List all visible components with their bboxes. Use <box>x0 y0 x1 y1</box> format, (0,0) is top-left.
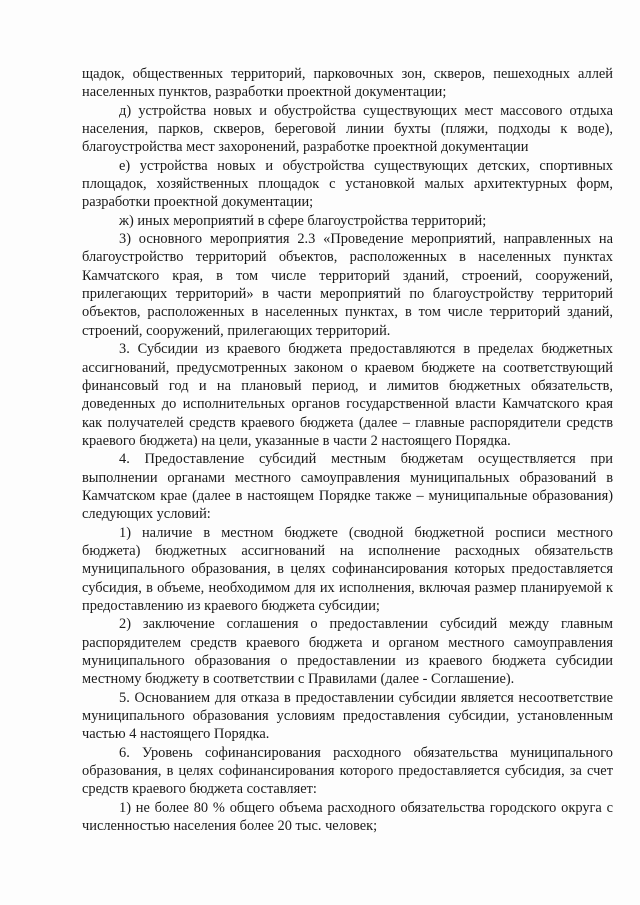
paragraph-item-d: д) устройства новых и обустройства существующих мест массового отдыха населения, парков, скверов, береговой линии бухты (пляжи, подходы к воде), благоустройства мест захоронений, разработке проектной документации <box>82 102 613 156</box>
paragraph-level-1: 1) не более 80 % общего объема расходного обязательства городского округа с численностью населения более 20 тыс. человек; <box>82 799 613 835</box>
paragraph-section-5: 5. Основанием для отказа в предоставлении субсидии является несоответствие муниципального образования условиям предоставления субсидии, установленным частью 4 настоящего Порядка. <box>82 689 613 743</box>
paragraph-section-6: 6. Уровень софинансирования расходного обязательства муниципального образования, в целях софинансирования которого предоставляется субсидия, за счет средств краевого бюджета составляет: <box>82 744 613 798</box>
paragraph-section-3: 3. Субсидии из краевого бюджета предоставляются в пределах бюджетных ассигнований, предусмотренных законом о краевом бюджете на соответствующий финансовый год и на плановый период, и лимитов бюджетных обязательств, доведенных до исполнительных органов государственной власти Камчатского края как получателей средств краевого бюджета (далее – главные распорядители средств краевого бюджета) на цели, указанные в части 2 настоящего Порядка. <box>82 341 613 449</box>
paragraph-condition-2: 2) заключение соглашения о предоставлении субсидий между главным распорядителем средств краевого бюджета и органом местного самоуправления муниципального образования о предоставлении из краевого бюджета субсидии местному бюджету в соответствии с Правилами (далее - Соглашение). <box>82 616 613 688</box>
paragraph-item-e: е) устройства новых и обустройства существующих детских, спортивных площадок, хозяйственных площадок с установкой малых архитектурных форм, разработки проектной документации; <box>82 157 613 211</box>
paragraph-condition-1: 1) наличие в местном бюджете (сводной бюджетной росписи местного бюджета) бюджетных ассигнований на исполнение расходных обязательств муниципального образования, в целях софинансирования которых предоставляется субсидия, в объеме, необходимом для их исполнения, включая размер планируемой к предоставлению из краевого бюджета субсидии; <box>82 524 613 614</box>
document-body <box>82 65 613 835</box>
paragraph-continuation: щадок, общественных территорий, парковочных зон, скверов, пешеходных аллей населенных пунктов, разработки проектной документации; <box>82 66 613 101</box>
paragraph-section-4: 4. Предоставление субсидий местным бюджетам осуществляется при выполнении органами местного самоуправления муниципальных образований в Камчатском крае (далее в настоящем Порядке также – муниципальные образования) следующих условий: <box>82 451 613 523</box>
paragraph-item-zh: ж) иных мероприятий в сфере благоустройства территорий; <box>119 212 487 229</box>
paragraph-item-3-main-event: 3) основного мероприятия 2.3 «Проведение мероприятий, направленных на благоустройство территорий объектов, расположенных в населенных пунктах Камчатского края, в том числе территорий зданий, строений, сооружений, прилегающих территорий» в части мероприятий по благоустройству территорий объектов, расположенных в населенных пунктах, в том числе территорий зданий, строений, сооружений, прилегающих территорий. <box>82 231 613 339</box>
